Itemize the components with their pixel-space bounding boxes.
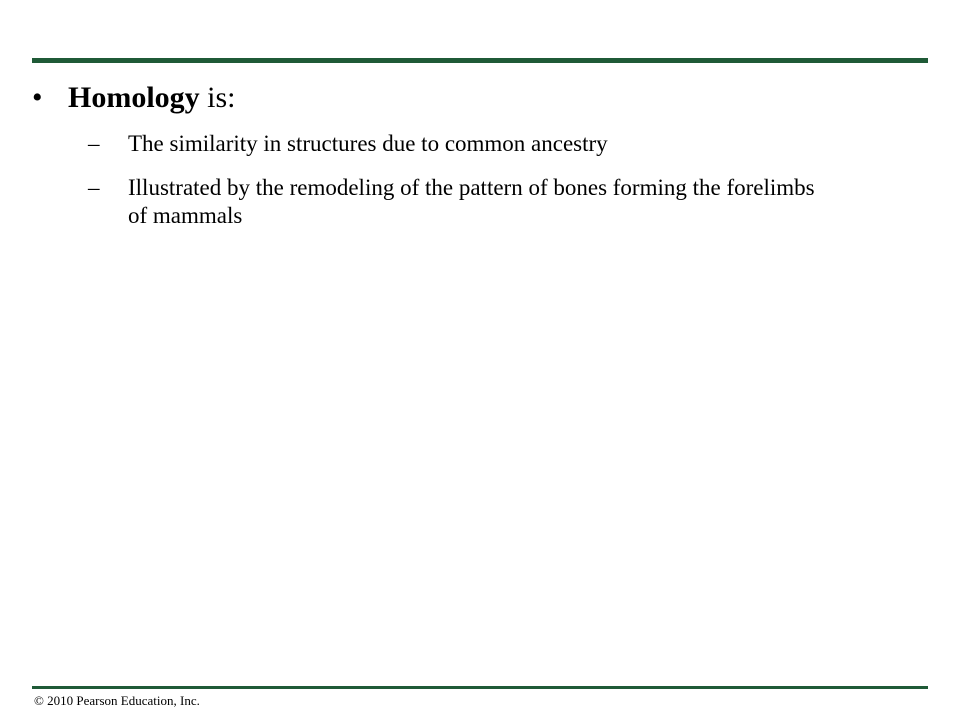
dash-icon: – [88, 131, 100, 156]
sub-bullet [32, 174, 818, 230]
sub-bullet-text: Illustrated by the remodeling of the pattern of bones forming the forelimbs of mammals [128, 175, 815, 228]
bullet-term: Homology [68, 81, 200, 114]
bullet-icon: • [32, 81, 43, 114]
copyright-notice: © 2010 Pearson Education, Inc. [34, 693, 200, 708]
main-bullet [32, 78, 912, 118]
sub-bullet-text: The similarity in structures due to common ancestry [128, 131, 608, 156]
dash-icon: – [88, 175, 100, 200]
top-divider [32, 58, 928, 63]
sub-bullet [32, 130, 818, 158]
bullet-text: is: [199, 81, 236, 114]
sub-bullet-list [32, 130, 912, 230]
bottom-divider [32, 686, 928, 689]
slide-content [32, 78, 912, 246]
